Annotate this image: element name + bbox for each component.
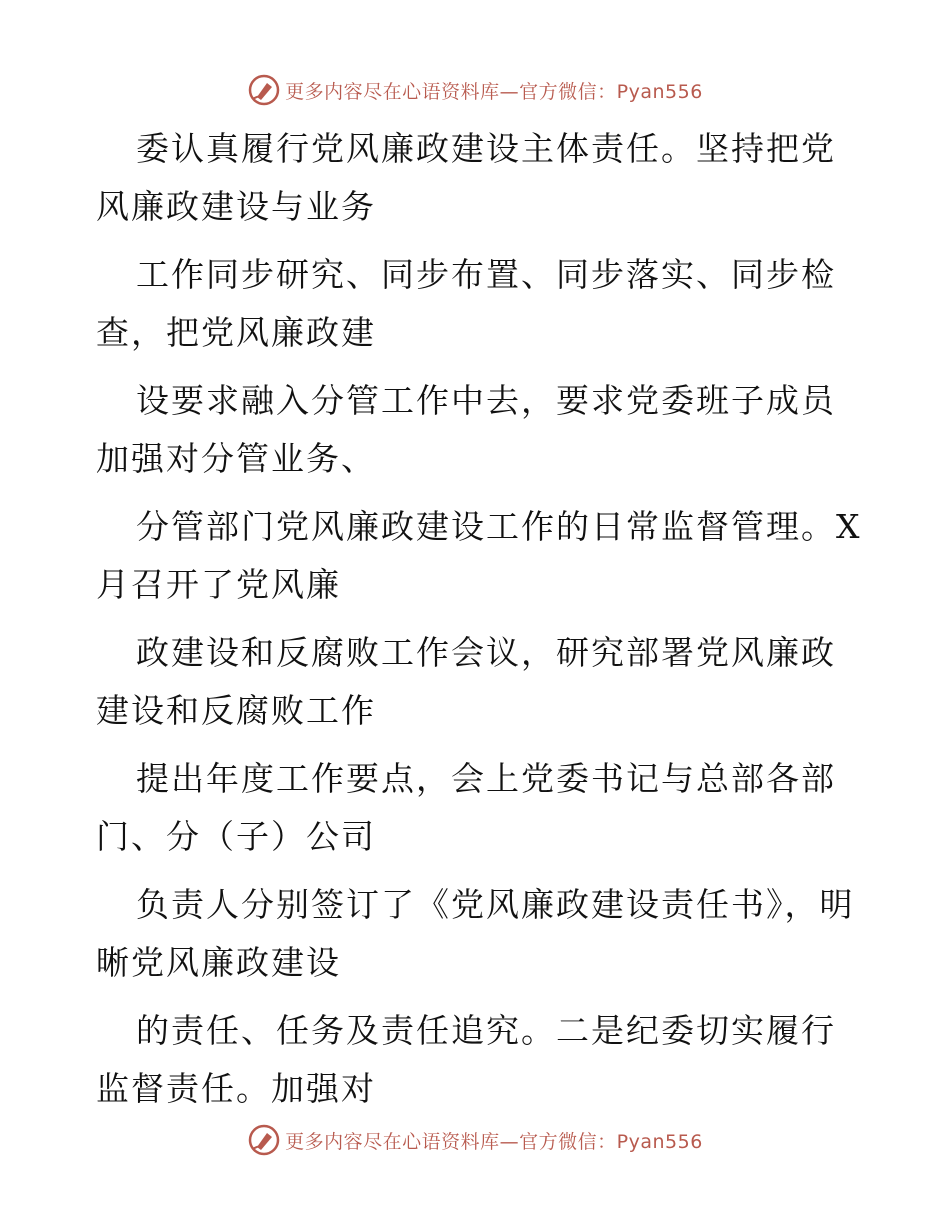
pen-nib-logo-icon [247, 73, 281, 107]
footer-banner [0, 1120, 950, 1160]
header-banner-text: 更多内容尽在心语资料库—官方微信：Pyan556 [285, 80, 703, 103]
paragraph: 工作同步研究、同步布置、同步落实、同步检查，把党风廉政建 [96, 255, 836, 352]
paragraph: 的责任、任务及责任追究。二是纪委切实履行监督责任。加强对 [96, 1011, 836, 1108]
pen-nib-logo-icon [247, 1123, 281, 1157]
paragraph: 分管部门党风廉政建设工作的日常监督管理。X月召开了党风廉 [96, 507, 862, 604]
paragraph: 政建设和反腐败工作会议，研究部署党风廉政建设和反腐败工作 [96, 633, 836, 730]
paragraph: 设要求融入分管工作中去，要求党委班子成员加强对分管业务、 [96, 381, 836, 478]
header-banner [0, 70, 950, 110]
paragraph: 提出年度工作要点，会上党委书记与总部各部门、分（子）公司 [96, 759, 836, 856]
paragraph: 委认真履行党风廉政建设主体责任。坚持把党风廉政建设与业务 [96, 129, 836, 226]
document-body [96, 120, 866, 1128]
paragraph: 负责人分别签订了《党风廉政建设责任书》，明晰党风廉政建设 [96, 885, 855, 982]
footer-banner-text: 更多内容尽在心语资料库—官方微信：Pyan556 [285, 1130, 703, 1153]
